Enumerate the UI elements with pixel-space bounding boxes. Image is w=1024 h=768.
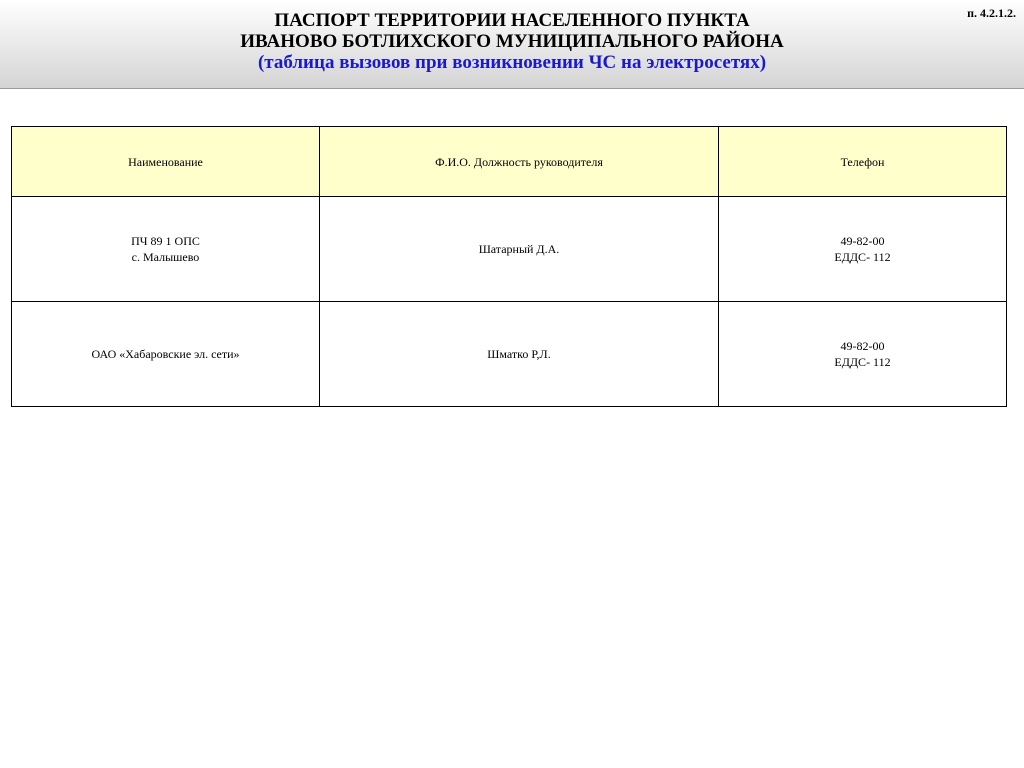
cell-person: Шматко Р,Л. — [320, 302, 719, 407]
table-header-row — [12, 127, 1007, 197]
cell-name — [12, 197, 320, 302]
title-line-1: ПАСПОРТ ТЕРРИТОРИИ НАСЕЛЕННОГО ПУНКТА — [274, 10, 750, 31]
section-reference: п. 4.2.1.2. — [967, 6, 1016, 20]
calls-table — [11, 126, 1007, 407]
name-line-1: ОАО «Хабаровские эл. сети» — [91, 347, 240, 361]
page-subtitle: (таблица вызовов при возникновении ЧС на электросетях) — [257, 52, 767, 73]
cell-phone — [719, 302, 1007, 407]
column-header-phone: Телефон — [719, 127, 1007, 197]
name-line-1: ПЧ 89 1 ОПС — [131, 234, 200, 248]
name-line-2: с. Малышево — [131, 250, 200, 264]
page-title — [0, 10, 1024, 73]
table-row — [12, 302, 1007, 407]
cell-name — [12, 302, 320, 407]
page-header — [0, 0, 1024, 89]
phone-line-2: ЕДДС- 112 — [834, 250, 891, 264]
table-row — [12, 197, 1007, 302]
phone-line-1: 49-82-00 — [840, 234, 885, 248]
phone-line-2: ЕДДС- 112 — [834, 355, 891, 369]
title-line-2: ИВАНОВО БОТЛИХСКОГО МУНИЦИПАЛЬНОГО РАЙОНА — [240, 31, 784, 52]
phone-line-1: 49-82-00 — [840, 339, 885, 353]
cell-phone — [719, 197, 1007, 302]
cell-person: Шатарный Д.А. — [320, 197, 719, 302]
column-header-person: Ф.И.О. Должность руководителя — [320, 127, 719, 197]
column-header-name: Наименование — [12, 127, 320, 197]
